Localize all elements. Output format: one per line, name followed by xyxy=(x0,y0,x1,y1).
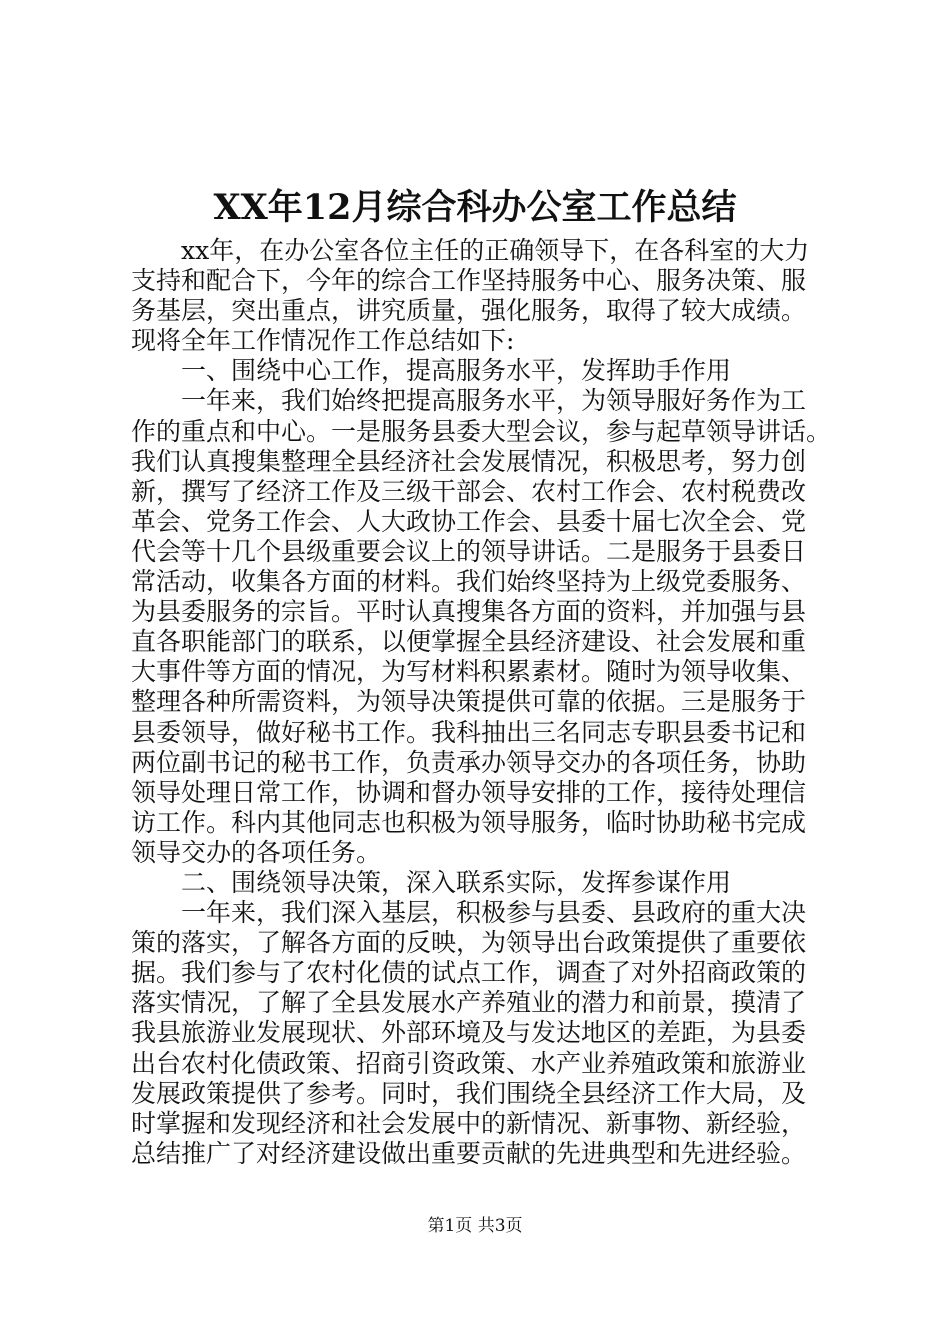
paragraph-line: 大事件等方面的情况，为写材料积累素材。随时为领导收集、 xyxy=(131,657,807,687)
paragraph-line: 我们认真搜集整理全县经济社会发展情况，积极思考，努力创 xyxy=(131,446,807,476)
paragraph-line: 发展政策提供了参考。同时，我们围绕全县经济工作大局，及 xyxy=(131,1078,807,1108)
paragraph-line: 一年来，我们深入基层，积极参与县委、县政府的重大决 xyxy=(181,898,807,928)
document-body xyxy=(131,236,831,1169)
paragraph-line: 为县委服务的宗旨。平时认真搜集各方面的资料，并加强与县 xyxy=(131,597,807,627)
paragraph-line: 访工作。科内其他同志也积极为领导服务，临时协助秘书完成 xyxy=(131,807,807,837)
paragraph-line: 一年来，我们始终把提高服务水平，为领导服好务作为工 xyxy=(181,386,807,416)
paragraph-line: 革会、党务工作会、人大政协工作会、县委十届七次全会、党 xyxy=(131,506,807,536)
paragraph-line: 时掌握和发现经济和社会发展中的新情况、新事物、新经验， xyxy=(131,1108,807,1138)
paragraph-line: 出台农村化债政策、招商引资政策、水产业养殖政策和旅游业 xyxy=(131,1048,807,1078)
paragraph-line: 据。我们参与了农村化债的试点工作，调查了对外招商政策的 xyxy=(131,958,807,988)
paragraph-line: 策的落实，了解各方面的反映，为领导出台政策提供了重要依 xyxy=(131,928,807,958)
paragraph-line: 直各职能部门的联系，以便掌握全县经济建设、社会发展和重 xyxy=(131,627,807,657)
page-footer: 第1页 共3页 xyxy=(427,1216,523,1236)
paragraph-line: 支持和配合下，今年的综合工作坚持服务中心、服务决策、服 xyxy=(131,266,807,296)
paragraph-line: 作的重点和中心。一是服务县委大型会议，参与起草领导讲话。 xyxy=(131,416,832,446)
paragraph-line: 我县旅游业发展现状、外部环境及与发达地区的差距，为县委 xyxy=(131,1018,807,1048)
section-heading: 一、围绕中心工作，提高服务水平，发挥助手作用 xyxy=(181,356,732,386)
paragraph-line: 领导交办的各项任务。 xyxy=(131,837,382,867)
paragraph-line: 常活动，收集各方面的材料。我们始终坚持为上级党委服务、 xyxy=(131,567,807,597)
section-heading: 二、围绕领导决策，深入联系实际，发挥参谋作用 xyxy=(181,867,732,897)
paragraph-line: 落实情况，了解了全县发展水产养殖业的潜力和前景，摸清了 xyxy=(131,988,807,1018)
paragraph-line: 两位副书记的秘书工作，负责承办领导交办的各项任务，协助 xyxy=(131,747,807,777)
paragraph-line: 领导处理日常工作，协调和督办领导安排的工作，接待处理信 xyxy=(131,777,807,807)
paragraph-line: 现将全年工作情况作工作总结如下: xyxy=(131,326,515,356)
paragraph-line: xx年，在办公室各位主任的正确领导下，在各科室的大力 xyxy=(181,236,810,265)
paragraph-line: 总结推广了对经济建设做出重要贡献的先进典型和先进经验。 xyxy=(131,1138,807,1168)
paragraph-line: 新，撰写了经济工作及三级干部会、农村工作会、农村税费改 xyxy=(131,476,807,506)
document-title: XX年12月综合科办公室工作总结 xyxy=(213,187,737,228)
paragraph-line: 整理各种所需资料，为领导决策提供可靠的依据。三是服务于 xyxy=(131,687,807,717)
paragraph-line: 县委领导，做好秘书工作。我科抽出三名同志专职县委书记和 xyxy=(131,717,807,747)
paragraph-line: 代会等十几个县级重要会议上的领导讲话。二是服务于县委日 xyxy=(131,536,807,566)
paragraph-line: 务基层，突出重点，讲究质量，强化服务，取得了较大成绩。 xyxy=(131,296,807,326)
